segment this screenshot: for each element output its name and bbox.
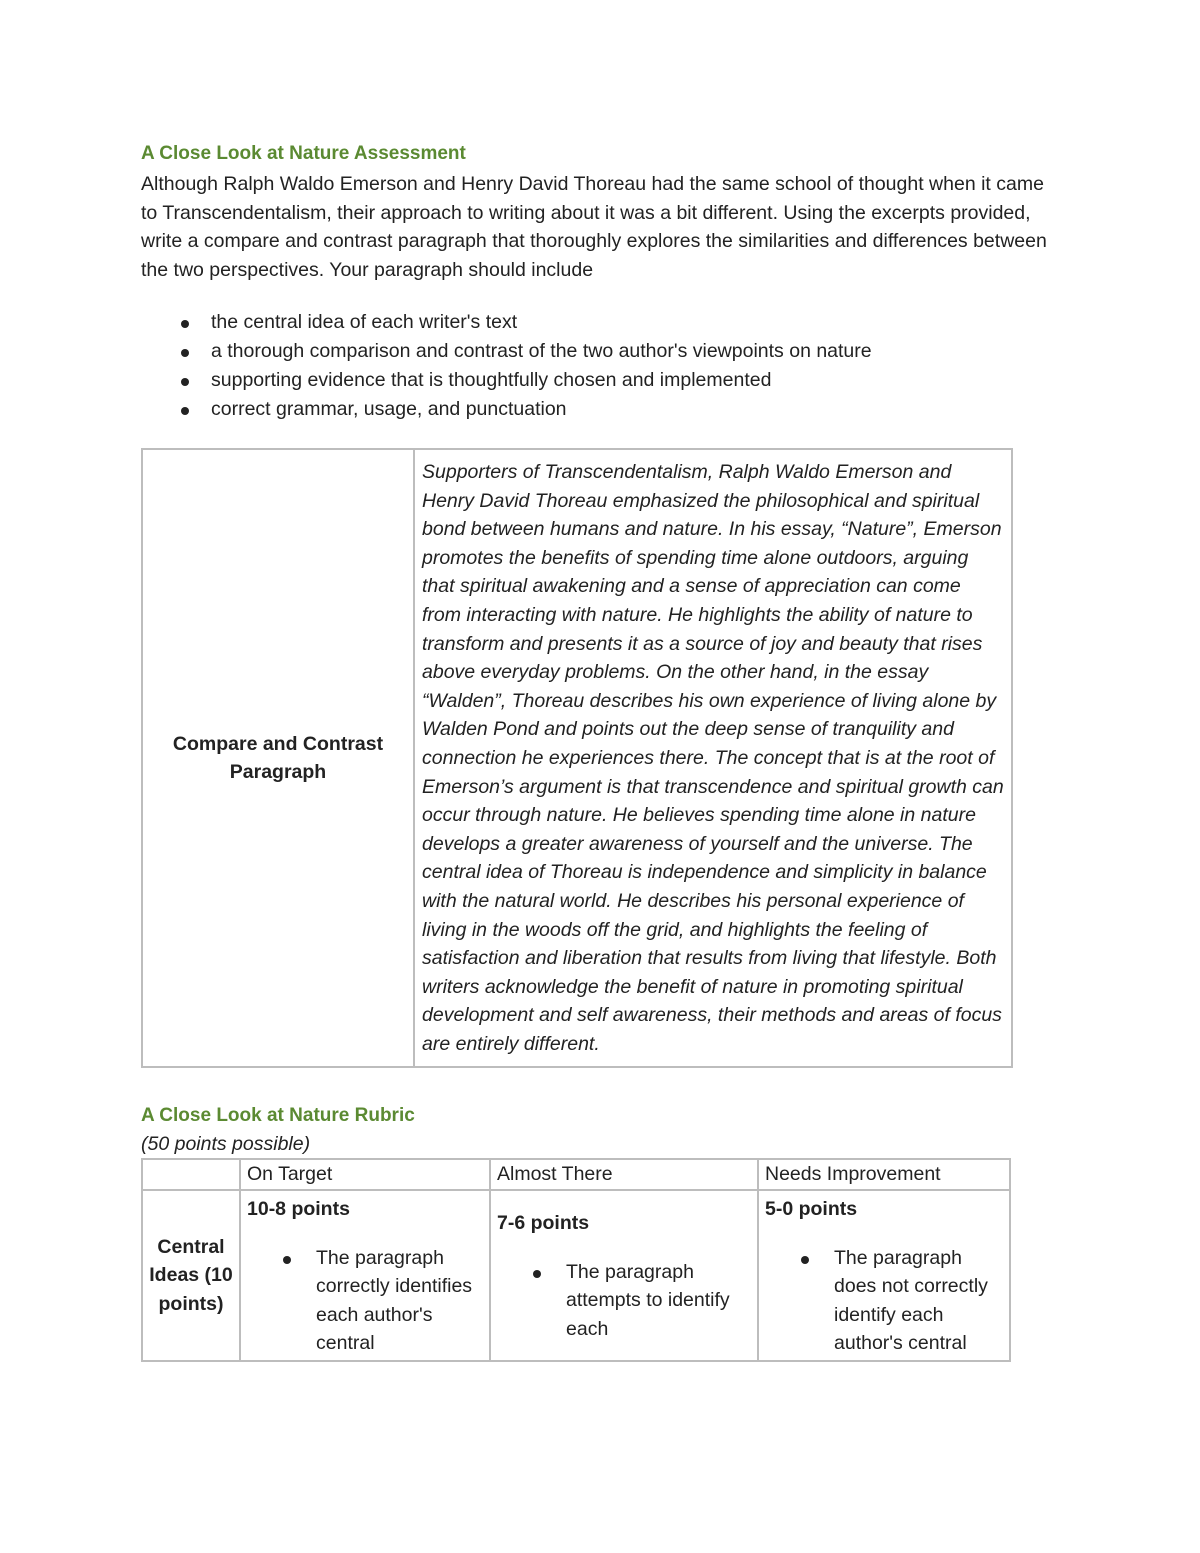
- table-row: [142, 449, 1012, 1067]
- list-item: a thorough comparison and contrast of the two author's viewpoints on nature: [181, 337, 1051, 366]
- column-header: Almost There: [490, 1159, 758, 1190]
- bullet-icon: [801, 1256, 809, 1264]
- points-range: 5-0 points: [765, 1198, 858, 1221]
- column-header: On Target: [240, 1159, 490, 1190]
- rubric-title: A Close Look at Nature Rubric: [141, 1105, 415, 1127]
- list-item: The paragraph attempts to identify each: [533, 1258, 751, 1344]
- points-range: 7-6 points: [497, 1212, 590, 1235]
- list-item: The paragraph correctly identifies each author's central: [283, 1244, 483, 1358]
- row-label: Central Ideas (10 points): [142, 1190, 240, 1361]
- points-range: 10-8 points: [247, 1198, 350, 1221]
- rubric-cell: [490, 1190, 758, 1361]
- bullet-icon: [181, 378, 189, 386]
- paragraph-table: [141, 448, 1013, 1068]
- list-item: supporting evidence that is thoughtfully chosen and implemented: [181, 366, 1051, 395]
- bullet-icon: [181, 407, 189, 415]
- requirements-list: [141, 308, 1051, 424]
- paragraph-text: Supporters of Transcendentalism, Ralph Waldo Emerson and Henry David Thoreau emphasized the philosophical and spiritual bond between humans and nature. In his essay, “Nature”, Emerson promotes the benefits of spending time alone outdoors, arguing that spiritual awakening and a sense of appreciation can come from interacting with nature. He highlights the ability of nature to transform and presents it as a source of joy and beauty that rises above everyday problems. On the other hand, in the essay “Walden”, Thoreau describes his own experience of living alone by Walden Pond and points out the deep sense of tranquility and connection he experiences there. The concept that is at the root of Emerson’s argument is that transcendence and spiritual growth can occur through nature. He believes spending time alone in nature develops a greater awareness of yourself and the universe. The central idea of Thoreau is independence and simplicity in balance with the natural world. He describes his personal experience of living in the woods off the grid, and highlights the feeling of satisfaction and liberation that results from living that lifestyle. Both writers acknowledge the benefit of nature in promoting spiritual development and self awareness, their methods and areas of focus are entirely different.: [414, 449, 1012, 1067]
- table-row: [142, 1190, 1010, 1361]
- bullet-icon: [533, 1270, 541, 1278]
- assessment-intro: Although Ralph Waldo Emerson and Henry David Thoreau had the same school of thought when it came to Transcendentalism, their approach to writing about it was a bit different. Using the excerpts provided, write a compare and contrast paragraph that thoroughly explores the similarities and differences between the two perspectives. Your paragraph should include: [141, 173, 1047, 281]
- list-item: the central idea of each writer's text: [181, 308, 1051, 337]
- column-header: [142, 1159, 240, 1190]
- rubric-points-possible: (50 points possible): [141, 1133, 311, 1156]
- rubric-table: [141, 1158, 1011, 1362]
- list-item: The paragraph does not correctly identify each author's central: [801, 1244, 1003, 1358]
- table-header-row: [142, 1159, 1010, 1190]
- bullet-icon: [181, 349, 189, 357]
- rubric-cell: [240, 1190, 490, 1361]
- bullet-icon: [181, 320, 189, 328]
- bullet-icon: [283, 1256, 291, 1264]
- rubric-cell: [758, 1190, 1010, 1361]
- column-header: Needs Improvement: [758, 1159, 1010, 1190]
- document-page: [141, 140, 1051, 1362]
- paragraph-label: Compare and Contrast Paragraph: [142, 449, 414, 1067]
- list-item: correct grammar, usage, and punctuation: [181, 395, 1051, 424]
- assessment-title: A Close Look at Nature Assessment: [141, 143, 466, 164]
